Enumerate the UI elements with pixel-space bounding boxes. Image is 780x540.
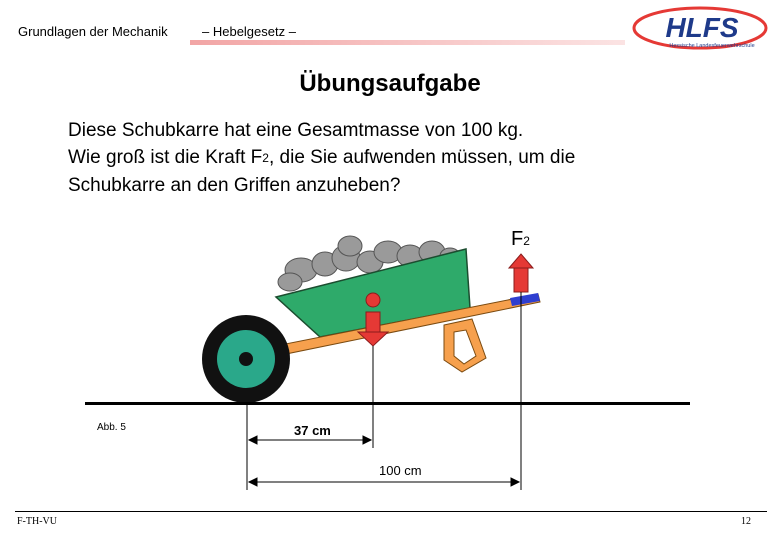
figure-caption: Abb. 5: [97, 422, 126, 433]
footer-label: F-TH-VU: [17, 516, 57, 527]
slide-title: Übungsaufgabe: [299, 70, 481, 97]
force-label-f2: F2: [511, 228, 530, 250]
header-subtitle: – Hebelgesetz –: [202, 24, 296, 39]
page-number: 12: [741, 516, 751, 527]
header-title: Grundlagen der Mechanik: [18, 24, 168, 39]
force-arrow-f2: [509, 254, 533, 292]
question-line-2: Wie groß ist die Kraft $F_2$, die Sie aufwenden müssen, um die: [68, 147, 576, 168]
question-line-1: Diese Schubkarre hat eine Gesamtmasse von 100 kg.: [68, 120, 524, 141]
dimension-37cm: 37 cm: [294, 423, 331, 438]
footer-line: [15, 511, 767, 512]
ground-line: [85, 402, 690, 405]
wheelbarrow-wheel: [202, 315, 290, 403]
logo-wordmark: HLFS: [665, 12, 739, 43]
logo-tagline: Hessische Landesfeuerwehrschule: [669, 43, 755, 49]
question-line-3: Schubkarre an den Griffen anzuheben?: [68, 175, 401, 196]
dimension-100cm: 100 cm: [379, 463, 422, 478]
